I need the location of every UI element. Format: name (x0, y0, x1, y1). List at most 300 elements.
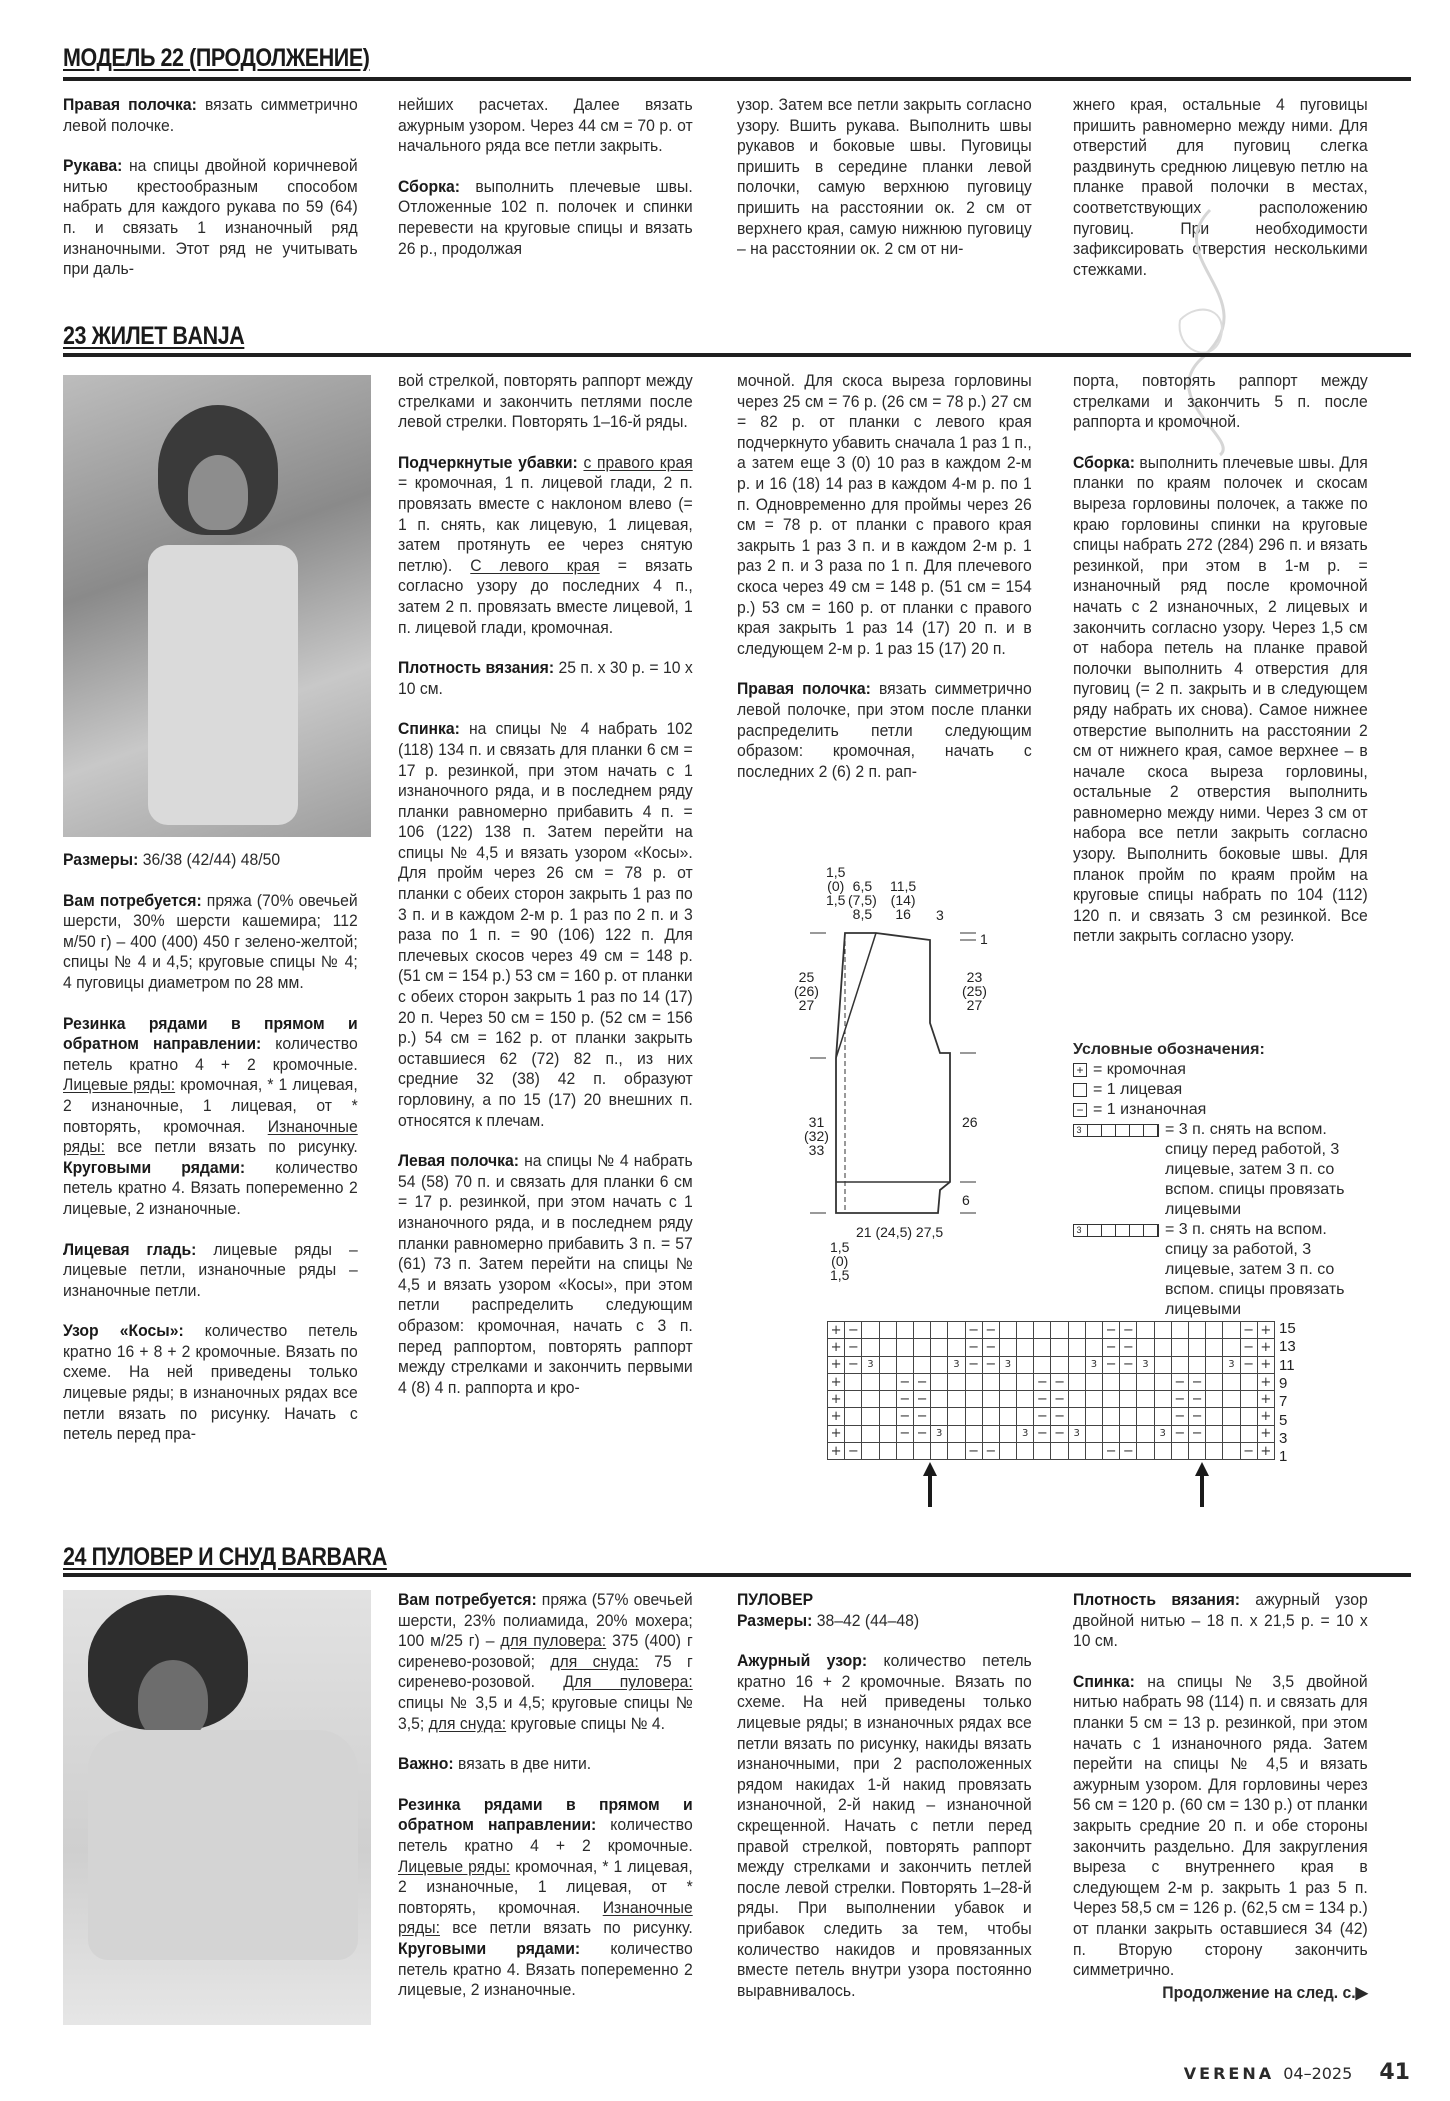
chart-cell: − (896, 1373, 913, 1390)
chart-cell: − (1171, 1373, 1188, 1390)
chart-cell (1017, 1339, 1034, 1356)
paragraph-important: Важно: вязать в две нити. (398, 1755, 592, 1774)
photo-face (138, 1660, 208, 1740)
chart-cell: − (1240, 1443, 1257, 1460)
triangle-right-icon: ▶ (1355, 1983, 1368, 2002)
dim-right-upper: 23 (25) 27 (962, 969, 987, 1013)
chart-cell (1206, 1425, 1223, 1442)
paragraph: узор. Затем все петли закрыть согласно узору. Вшить рукава. Выполнить швы рукавов и боковые швы. Пуговицы пришить в середине планки левой полочки, самую верхнюю пуговицу пришить на расстоянии ок. 2 см от верхнего края, самую нижнюю пуговицу – на расстоянии ок. 2 см от ни- (737, 96, 1032, 259)
chart-cell (1051, 1339, 1068, 1356)
chart-cell: − (1188, 1425, 1205, 1442)
chart-cell: − (1051, 1408, 1068, 1425)
chart-cell: − (982, 1443, 999, 1460)
chart-cell (1068, 1356, 1085, 1373)
chart-cell (1103, 1391, 1120, 1408)
dim-width: 21 (24,5) 27,5 (856, 1224, 944, 1240)
chart-cell (948, 1339, 965, 1356)
paragraph-lace: Ажурный узор: количество петель кратно 16 + 2 кромочные. Вязать по схеме. На ней приведены только лицевые ряды; в изнаночных рядах все петли вязать по рисунку, накиды вязать изнаночными, при 2 расположенных рядом накидах 1-й накид провязать изнаночной, 2-й накид – изнаночной скрещенной. Начать с петли перед правой стрелкой, повторять раппорт между стрелками и закончить петлей после левой стрелки. Повторять 1–28-й ряды. При выполнении убавок и прибавок следить за тем, чтобы количество накидов и провязанных вместе петель внутри узора постоянно выравнивалось. (737, 1652, 1032, 2000)
chart-cell (931, 1443, 948, 1460)
chart-row (828, 1443, 1275, 1460)
chart-cell (1137, 1322, 1154, 1339)
chart-cell (896, 1322, 913, 1339)
chart-cell (1240, 1425, 1257, 1442)
photo-face (188, 455, 248, 530)
chart-cell: − (1103, 1339, 1120, 1356)
chart-cell (1137, 1339, 1154, 1356)
chart-cell: + (1257, 1356, 1274, 1373)
chart-cell (1017, 1391, 1034, 1408)
chart-cell (1120, 1373, 1137, 1390)
paragraph-materials: Вам потребуется: пряжа (70% овечьей шерсти, 30% шерсти кашемира; 112 м/50 г) – 400 (400) 450 г зелено-желтой; спицы № 4 и 4,5; круговые спицы № 4; 4 пуговицы диаметром по 28 мм. (63, 891, 358, 992)
chart-cell (845, 1425, 862, 1442)
chart-cell (1103, 1373, 1120, 1390)
chart-cell: + (828, 1391, 845, 1408)
chart-cell: + (828, 1339, 845, 1356)
cable-back-symbol-icon: 3 (1073, 1224, 1159, 1237)
chart-cell (999, 1322, 1016, 1339)
chart-cell (879, 1408, 896, 1425)
chart-cell: + (1257, 1322, 1274, 1339)
model24-photo (63, 1590, 371, 2025)
chart-cell (999, 1373, 1016, 1390)
legend-item: 3 = 3 п. снять на вспом. спицу перед работой, 3 лицевые, затем 3 п. со вспом. спицы провязать лицевыми (1074, 1121, 1345, 1218)
subheading-pullover: ПУЛОВЕР (737, 1591, 814, 1609)
chart-cell (845, 1373, 862, 1390)
chart-cell: − (1120, 1339, 1137, 1356)
chart-cell (965, 1425, 982, 1442)
chart-row-label: 15 (1279, 1320, 1296, 1337)
chart-cell (1017, 1356, 1034, 1373)
chart-cell (1188, 1443, 1205, 1460)
chart-cell (1051, 1443, 1068, 1460)
chart-cell: − (1120, 1322, 1137, 1339)
chart-cell: − (982, 1322, 999, 1339)
chart-cell (999, 1443, 1016, 1460)
selvedge-symbol-icon: + (1073, 1063, 1087, 1077)
chart-row (828, 1373, 1275, 1390)
chart-cell (1206, 1391, 1223, 1408)
paragraph-gauge: Плотность вязания: 25 п. х 30 р. = 10 х 10 см. (398, 659, 693, 698)
chart-row-label: 9 (1279, 1374, 1288, 1392)
chart-cell (1085, 1391, 1102, 1408)
model24-col4 (1073, 1590, 1368, 2003)
issue-number: 04–2025 (1283, 2064, 1353, 2083)
legend-title: Условные обозначения: (1073, 1041, 1265, 1058)
chart-cell: − (1051, 1391, 1068, 1408)
chart-cell (862, 1425, 879, 1442)
chart-cell: 3 (862, 1356, 879, 1373)
chart-cell (1051, 1356, 1068, 1373)
chart-cell (1068, 1391, 1085, 1408)
chart-row (828, 1356, 1275, 1373)
chart-cell: − (845, 1443, 862, 1460)
chart-cell: − (1171, 1425, 1188, 1442)
paragraph-left-front: Левая полочка: на спицы № 4 набрать 54 (58) 70 п. и связать для планки 6 см = 17 р. резинкой, при этом начать с 1 изнаночного ряда, и в последнем ряду планки равномерно прибавить 3 п. = 57 (61) 73 п. Затем перейти на спицы № 4,5 и вязать узором «Косы», при этом петли распределить следующим образом: кромочная, начать с 3 п. перед раппортом, повторять раппорт между стрелками и закончить первыми 4 (8) 4 п. раппорта и кро- (398, 1152, 693, 1397)
page-footer (1184, 2060, 1410, 2085)
paragraph-sizes: Размеры: 38–42 (44–48) (737, 1611, 920, 1630)
chart-cell (1223, 1443, 1240, 1460)
model24-col3 (737, 1590, 1032, 2021)
chart-cell: 3 (1223, 1356, 1240, 1373)
chart-cell: 3 (1137, 1356, 1154, 1373)
chart-cell: − (1240, 1339, 1257, 1356)
chart-cell (1240, 1373, 1257, 1390)
chart-cell (845, 1391, 862, 1408)
chart-cell: + (1257, 1373, 1274, 1390)
chart-cell: + (1257, 1391, 1274, 1408)
chart-cell (862, 1391, 879, 1408)
chart-cell: + (828, 1322, 845, 1339)
chart-cell (999, 1425, 1016, 1442)
chart-cell (862, 1339, 879, 1356)
chart-cell (931, 1373, 948, 1390)
chart-cell: − (965, 1339, 982, 1356)
chart-cell (1137, 1443, 1154, 1460)
chart-cell: − (913, 1373, 930, 1390)
chart-row (828, 1339, 1275, 1356)
chart-cell (913, 1356, 930, 1373)
model22-col1 (63, 95, 358, 300)
section-rule (63, 77, 1411, 81)
chart-row-label: 1 (1279, 1448, 1288, 1466)
chart-cell (982, 1373, 999, 1390)
chart-cell (1085, 1425, 1102, 1442)
paragraph: Правая полочка: вязать симметрично левой полочке. (63, 96, 358, 135)
chart-cell: − (1240, 1356, 1257, 1373)
chart-cell: − (965, 1443, 982, 1460)
chart-cell (1206, 1373, 1223, 1390)
chart-cell (1171, 1443, 1188, 1460)
chart-row-label: 11 (1279, 1356, 1295, 1374)
chart-row-label: 3 (1279, 1429, 1288, 1447)
legend-item: − = 1 изнаночная (1073, 1100, 1393, 1120)
chart-cell (896, 1443, 913, 1460)
chart-legend (1073, 1040, 1393, 1320)
chart-cell: 3 (1154, 1425, 1171, 1442)
chart-cell (1154, 1391, 1171, 1408)
model23-photo (63, 375, 371, 837)
chart-row-label: 13 (1279, 1338, 1296, 1356)
chart-cell: + (1257, 1425, 1274, 1442)
legend-item: 3 = 3 п. снять на вспом. спицу за работой, 3 лицевые, затем 3 п. со вспом. спицы провязать лицевыми (1074, 1221, 1345, 1318)
chart-cell (879, 1322, 896, 1339)
chart-cell: − (1103, 1356, 1120, 1373)
paragraph-right-front: Правая полочка: вязать симметрично левой полочке, при этом после планки распределить петли следующим образом: кромочная, начать с последних 2 (6) 2 п. рап- (737, 680, 1032, 781)
chart-cell: − (913, 1425, 930, 1442)
chart-cell (913, 1322, 930, 1339)
chart-cell (1068, 1443, 1085, 1460)
model22-col3 (737, 95, 1032, 280)
chart-cell (948, 1408, 965, 1425)
legend-item: = 1 лицевая (1073, 1080, 1393, 1100)
dim-top-neck: 6,5 (7,5) 8,5 (848, 878, 877, 922)
chart-cell (1137, 1391, 1154, 1408)
chart-cell: − (1188, 1391, 1205, 1408)
paragraph-cables: Узор «Косы»: количество петель кратно 16 + 8 + 2 кромочные. Вязать по схеме. На ней приведены только лицевые ряды; в изнаночных рядах все петли вязать по рисунку. Начать с петель перед пра- (63, 1322, 358, 1444)
chart-cell (1154, 1373, 1171, 1390)
continued-link[interactable]: Продолжение на след. с.▶ (1162, 1983, 1368, 2002)
paragraph-assembly: Сборка: выполнить плечевые швы. Для планки по краям полочек и скосам выреза горловины полочек, а также по краю горловины спинки на круговые спицы набрать 272 (284) 296 п. и вязать резинкой, при этом в 1-м р. = изнаночный ряд после кромочной начать с 2 изнаночных, 2 лицевых и закончить согласно узору. Через 1,5 см от набора петель на планке правой полочки выполнить 4 отверстия для пуговиц (= 2 п. закрыть и в следующем ряду набрать их снова). Самое нижнее отверстие выполнить на расстоянии 2 см от нижнего края, самое верхнее – в начале скоса выреза горловины, остальные 2 отверстия выполнить равномерно между ними. Через 3 см от набора все петли закрыть согласно узору. Выполнить боковые швы. Для планок пройм по краям пройм на круговые спицы набрать по 104 (112) 120 п. и связать 3 см резинкой. Все петли закрыть согласно узору. (1073, 453, 1368, 946)
paragraph-back: Спинка: на спицы № 3,5 двойной нитью набрать 98 (114) п. и связать для планки 5 см = 13 р. резинкой, при этом начать с 1 изнаночного ряда. Затем перейти на спицы № 4,5 и вязать ажурным узором. Для горловины через 56 см = 120 р. (60 см = 130 р.) от планки закрыть средние 20 п. и обе стороны закончить раздельно. Для закругления выреза с внутреннего края в следующем 2-м р. закрыть 1 раз 5 п. Через 58,5 см = 126 р. (62,5 см = 134 р.) от планки закрыть оставшиеся 34 (42) п. Вторую сторону закончить симметрично. (1073, 1672, 1368, 1980)
section-title-model23: 23 ЖИЛЕТ BANJA (63, 322, 245, 350)
chart-cell: + (1257, 1443, 1274, 1460)
chart-cell (965, 1391, 982, 1408)
magazine-name: VERENA (1183, 2064, 1275, 2083)
chart-cell (1068, 1339, 1085, 1356)
chart-cell (1223, 1322, 1240, 1339)
chart-cell: − (1188, 1408, 1205, 1425)
chart-cell (965, 1408, 982, 1425)
chart-cell (948, 1373, 965, 1390)
page-number: 41 (1379, 2060, 1410, 2085)
chart-cell (965, 1373, 982, 1390)
chart-cell (1188, 1339, 1205, 1356)
chart-cell (999, 1391, 1016, 1408)
arrow-up-icon (920, 1462, 940, 1507)
chart-cell (862, 1322, 879, 1339)
chart-cell (1034, 1339, 1051, 1356)
chart-cell (862, 1408, 879, 1425)
chart-cell: − (1188, 1373, 1205, 1390)
dim-band: 6 (962, 1192, 970, 1208)
chart-cell: 3 (999, 1356, 1016, 1373)
chart-cell (931, 1356, 948, 1373)
chart-cell (931, 1408, 948, 1425)
chart-cell: − (1034, 1391, 1051, 1408)
chart-cell (1137, 1373, 1154, 1390)
chart-cell (1223, 1391, 1240, 1408)
chart-cell (1137, 1425, 1154, 1442)
chart-cell (1154, 1339, 1171, 1356)
dim-left-upper: 25 (26) 27 (794, 969, 819, 1013)
chart-cell (879, 1443, 896, 1460)
chart-cell (862, 1443, 879, 1460)
model24-col2 (398, 1590, 693, 2021)
chart-cell: − (1120, 1443, 1137, 1460)
model23-col2 (398, 371, 693, 1418)
chart-cell: − (965, 1356, 982, 1373)
chart-cell (1085, 1339, 1102, 1356)
model23-col1 (63, 850, 358, 1465)
chart-cell (948, 1391, 965, 1408)
chart-cell (1068, 1373, 1085, 1390)
chart-cell (913, 1443, 930, 1460)
chart-cell (913, 1339, 930, 1356)
chart-cell (1120, 1425, 1137, 1442)
dim-shoulder-drop: 1 (980, 931, 988, 947)
chart-cell (1103, 1425, 1120, 1442)
chart-cell (999, 1408, 1016, 1425)
paragraph-sizes: Размеры: 36/38 (42/44) 48/50 (63, 851, 281, 869)
paragraph: жнего края, остальные 4 пуговицы пришить равномерно между ними. Для отверстий для пуговиц слегка раздвинуть среднюю лицевую петлю на планке правой полочки в местах, соответствующих расположению пуговиц. При необходимости зафиксировать отверстия несколькими стежками. (1073, 96, 1368, 279)
chart-cell (1154, 1322, 1171, 1339)
chart-cell: − (896, 1425, 913, 1442)
dim-bottom-left: 1,5 (0) 1,5 (830, 1239, 850, 1283)
dim-top-shoulder: 11,5 (14) 16 (890, 878, 917, 922)
chart-cell (879, 1339, 896, 1356)
chart-cell (845, 1408, 862, 1425)
chart-cell: − (1103, 1322, 1120, 1339)
paragraph-stockinette: Лицевая гладь: лицевые ряды – лицевые петли, изнаночные ряды – изнаночные петли. (63, 1240, 358, 1300)
paragraph-back: Спинка: на спицы № 4 набрать 102 (118) 134 п. и связать для планки 6 см = 17 р. резинкой, при этом начать с 1 изнаночного ряда, и в последнем ряду планки равномерно прибавить 4 п. = 106 (122) 138 п. Затем перейти на спицы № 4,5 и вязать узором «Косы». Для пройм через 26 см = 78 р. от планки с обеих сторон закрыть 1 раз по 3 п. и в каждом 2-м р. 1 раз по 2 п. и 3 раза по 1 п. = 90 (106) 122 п. Для плечевых скосов через 49 см = 148 р. (51 см = 154 р.) 53 см = 160 р. от планки с обеих сторон закрыть 1 раз по 14 (17) 20 п. Через 50 см = 150 р. (52 см = 156 р.) 54 см = 162 р. от планки закрыть оставшиеся 62 (72) 82 п., из них средние 32 (38) 42 п. образуют горловину, а по 15 (17) 20 внешних п. относятся к плечам. (398, 720, 693, 1130)
chart-cell: − (1034, 1425, 1051, 1442)
chart-cell: − (1051, 1425, 1068, 1442)
cable-chart-grid (827, 1321, 1275, 1460)
chart-cell: − (1034, 1408, 1051, 1425)
chart-row (828, 1425, 1275, 1442)
chart-cell (1188, 1356, 1205, 1373)
photo-sweater (88, 1730, 358, 1960)
paragraph-rib: Резинка рядами в прямом и обратном направлении: количество петель кратно 4 + 2 кромочные. Лицевые ряды: кромочная, * 1 лицевая, 2 изнаночные, 1 лицевая, от * повторять, кромочная. Изнаночные ряды: все петли вязать по рисунку. Круговыми рядами: количество петель кратно 4. Вязать попеременно 2 лицевые, 2 изнаночные. (63, 1014, 358, 1218)
chart-cell (1206, 1443, 1223, 1460)
chart-cell (982, 1408, 999, 1425)
section-rule (63, 1573, 1411, 1577)
chart-cell: + (828, 1443, 845, 1460)
chart-cell (1223, 1339, 1240, 1356)
section-rule (63, 353, 1411, 357)
chart-cell (1085, 1373, 1102, 1390)
chart-cell: + (828, 1356, 845, 1373)
photo-vest (148, 545, 298, 825)
chart-cell (1034, 1322, 1051, 1339)
chart-cell: − (845, 1356, 862, 1373)
paragraph-gauge: Плотность вязания: ажурный узор двойной нитью – 18 п. х 21,5 р. = 10 х 10 см. (1073, 1591, 1368, 1651)
chart-row (828, 1391, 1275, 1408)
paragraph-materials: Вам потребуется: пряжа (57% овечьей шерсти, 23% полиамида, 20% мохера; 100 м/25 г) – для пуловера: 375 (400) г сиренево-розовой; для снуда: 75 г сиренево-розовой. Для пуловера: спицы № 3,5 и 4,5; круговые спицы № 3,5; для снуда: круговые спицы № 4. (398, 1591, 693, 1733)
chart-cell: − (896, 1391, 913, 1408)
chart-cell (1034, 1443, 1051, 1460)
chart-cell (1171, 1356, 1188, 1373)
chart-cell (1206, 1339, 1223, 1356)
chart-cell: − (913, 1408, 930, 1425)
chart-cell (982, 1425, 999, 1442)
chart-cell: − (896, 1408, 913, 1425)
chart-cell (879, 1373, 896, 1390)
chart-cell (1188, 1322, 1205, 1339)
chart-cell: − (1171, 1408, 1188, 1425)
chart-cell: − (1103, 1443, 1120, 1460)
chart-cell (1017, 1408, 1034, 1425)
chart-cell (862, 1373, 879, 1390)
cable-front-symbol-icon: 3 (1073, 1124, 1159, 1137)
chart-row (828, 1322, 1275, 1339)
chart-cell (1017, 1322, 1034, 1339)
chart-cell (1206, 1408, 1223, 1425)
chart-cell: − (1051, 1373, 1068, 1390)
chart-cell (1154, 1356, 1171, 1373)
chart-cell: − (1171, 1391, 1188, 1408)
purl-symbol-icon: − (1073, 1103, 1087, 1117)
chart-cell (1154, 1443, 1171, 1460)
paragraph: Рукава: на спицы двойной коричневой нитью крестообразным способом набрать для каждого рукава по 59 (64) п. и связать 1 изнаночный ряд изнаночными. Этот ряд не учитывать при даль- (63, 157, 358, 279)
chart-cell (896, 1339, 913, 1356)
paragraph: Сборка: выполнить плечевые швы. Отложенные 102 п. полочек и спинки перевести на круговые спицы и вязать 26 р., продолжая (398, 177, 693, 258)
chart-cell (1068, 1408, 1085, 1425)
chart-cell (1068, 1322, 1085, 1339)
chart-cell (1223, 1373, 1240, 1390)
chart-cell (1085, 1322, 1102, 1339)
chart-cell (999, 1339, 1016, 1356)
chart-cell (948, 1443, 965, 1460)
chart-cell (1206, 1356, 1223, 1373)
chart-cell (1103, 1408, 1120, 1425)
chart-cell (1085, 1408, 1102, 1425)
chart-cell: 3 (1068, 1425, 1085, 1442)
chart-cell (982, 1391, 999, 1408)
paragraph-decreases: Подчеркнутые убавки: с правого края = кромочная, 1 п. лицевой глади, 2 п. провязать вместе с наклоном влево (= 1 п. снять, как лицевую, 1 лицевая, затем протянуть ее через снятую петлю). С левого края = вязать согласно узору до последних 4 п., затем 2 п. провязать вместе лицевой, 1 п. лицевой глади, кромочная. (398, 453, 693, 637)
chart-cell (948, 1322, 965, 1339)
chart-cell: + (1257, 1339, 1274, 1356)
chart-cell: − (1034, 1373, 1051, 1390)
chart-cell (1120, 1391, 1137, 1408)
model23-col4 (1073, 371, 1368, 967)
paragraph: мочной. Для скоса выреза горловины через 25 см = 76 р. (26 см = 78 р.) 27 см = 82 р. от планки с левого края подчеркнуто убавить сначала 1 раз 1 п., а затем еще 3 (0) 10 раз в каждом 2-м р. и 16 (18) 14 раз в каждом 4-м р. по 1 п. Одновременно для проймы через 26 см = 78 р. от планки с правого края закрыть 1 раз 3 п. и в каждом 2-м р. 1 раз 2 п. и 3 раза по 1 п. Для плечевого скоса через 49 см = 148 р. (51 см = 154 р.) 53 см = 160 р. от планки с правого края закрыть 1 раз 14 (17) 20 п. и в следующем 2-м р. 1 раз 15 (17) 20 п. (737, 372, 1032, 658)
chart-cell (1206, 1322, 1223, 1339)
chart-cell (1171, 1322, 1188, 1339)
chart-cell: 3 (1085, 1356, 1102, 1373)
chart-cell (896, 1356, 913, 1373)
chart-cell: − (913, 1391, 930, 1408)
chart-cell: + (828, 1408, 845, 1425)
chart-cell: 3 (931, 1425, 948, 1442)
chart-cell (931, 1339, 948, 1356)
chart-cell: − (1120, 1356, 1137, 1373)
chart-cell (1051, 1322, 1068, 1339)
chart-cell (879, 1356, 896, 1373)
chart-cell (1240, 1408, 1257, 1425)
dim-right-lower: 26 (962, 1114, 978, 1130)
knit-symbol-icon (1073, 1083, 1087, 1097)
dim-top-left: 1,5 (0) 1,5 (826, 864, 846, 908)
model23-col3 (737, 371, 1032, 802)
chart-cell (931, 1391, 948, 1408)
chart-cell (1120, 1408, 1137, 1425)
chart-cell: + (828, 1373, 845, 1390)
paragraph: нейших расчетах. Далее вязать ажурным узором. Через 44 см = 70 р. от начального ряда все петли закрыть. (398, 96, 693, 156)
chart-cell: + (828, 1425, 845, 1442)
chart-cell (879, 1425, 896, 1442)
chart-cell (1137, 1408, 1154, 1425)
chart-cell (1223, 1408, 1240, 1425)
chart-row-label: 5 (1279, 1411, 1288, 1429)
chart-cell: − (982, 1356, 999, 1373)
paragraph: вой стрелкой, повторять раппорт между стрелками и закончить петлями после левой стрелки. Повторять 1–16-й ряды. (398, 372, 693, 432)
chart-cell (1171, 1339, 1188, 1356)
chart-cell (948, 1425, 965, 1442)
section-title-model24: 24 ПУЛОВЕР И СНУД BARBARA (63, 1543, 387, 1571)
chart-cell (931, 1322, 948, 1339)
chart-cell (879, 1391, 896, 1408)
chart-cell: + (1257, 1408, 1274, 1425)
chart-cell: 3 (948, 1356, 965, 1373)
chart-row-label: 7 (1279, 1393, 1288, 1411)
section-title-model22: МОДЕЛЬ 22 (ПРОДОЛЖЕНИЕ) (63, 44, 370, 72)
chart-cell: − (965, 1322, 982, 1339)
vest-schematic (790, 860, 1030, 1300)
chart-cell: − (1240, 1322, 1257, 1339)
dim-top-armhole: 3 (936, 907, 944, 923)
model22-col2 (398, 95, 693, 279)
paragraph-rib: Резинка рядами в прямом и обратном направлении: количество петель кратно 4 + 2 кромочные. Лицевые ряды: кромочная, * 1 лицевая, 2 изнаночные, 1 лицевая, от * повторять, кромочная. Изнаночные ряды: все петли вязать по рисунку. Круговыми рядами: количество петель кратно 4. Вязать попеременно 2 лицевые, 2 изнаночные. (398, 1795, 693, 2000)
chart-cell (1223, 1425, 1240, 1442)
chart-cell (1154, 1408, 1171, 1425)
chart-cell: − (845, 1322, 862, 1339)
dim-left-lower: 31 (32) 33 (804, 1114, 829, 1158)
chart-cell: − (982, 1339, 999, 1356)
chart-row (828, 1408, 1275, 1425)
chart-cell (1240, 1391, 1257, 1408)
chart-cell (1034, 1356, 1051, 1373)
